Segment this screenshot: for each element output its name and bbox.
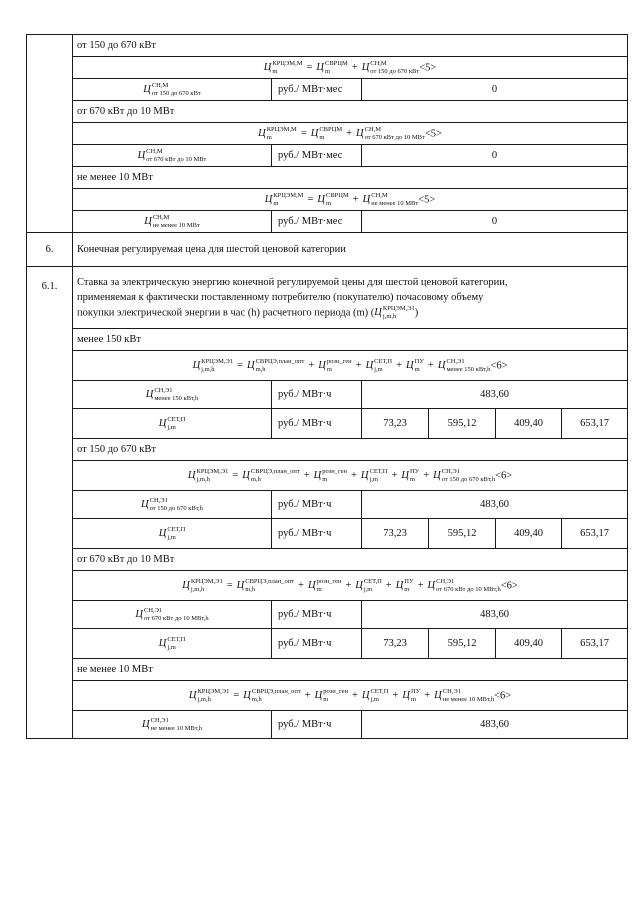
price-formula (73, 351, 628, 381)
formula-term-symbol: Ц (242, 469, 250, 481)
formula-term-sub: m (410, 695, 416, 703)
formula-lhs-sup: КРЦЭМ,Э1 (190, 577, 223, 585)
price-formula (73, 57, 628, 79)
rate-symbol-symbol: Ц (137, 149, 146, 161)
subsection-description: Ставка за электрическую энергию конечной регулируемой цены для шестой ценовой категории, применяемая к фактически поставленному потребителю (покупателю) почасовому объему покупки электрической энергии в час (h) расчетного периода (m) (Ц КРЦЭМ,Э1 j,m,h ) (73, 267, 628, 329)
voltage-level-value: 409,40 (496, 519, 562, 549)
formula-lhs-sup: КРЦЭМ,М (273, 191, 304, 199)
voltage-level-value: 73,23 (362, 629, 429, 659)
formula-row (27, 681, 628, 711)
formula-term-sup: ПУ (414, 357, 424, 365)
formula-term (236, 577, 295, 593)
formula-operator: + (355, 359, 362, 371)
formula-term (402, 687, 421, 703)
formula-term-symbol: Ц (361, 61, 370, 73)
formula-term-symbol: Ц (433, 469, 441, 481)
formula-row (27, 123, 628, 145)
description-line: применяемая к фактически поставленному потребителю (покупателю) почасовому объему (77, 291, 484, 303)
section-row (27, 233, 628, 267)
formula-term-sub: m (325, 67, 331, 75)
formula-operator: + (345, 579, 352, 591)
formula-lhs (258, 125, 297, 141)
formula-term-sub: от 670 кВт до 10 МВт (364, 133, 425, 141)
rate-symbol-symbol: Ц (158, 417, 167, 429)
rate-parameter (73, 211, 272, 233)
formula-term-sup: СВРЦЭ,план_опт (245, 577, 295, 585)
formula-operator: + (392, 689, 399, 701)
section-title: Конечная регулируемая цена для шестой ценовой категории (73, 233, 628, 267)
formula-term-sub: m,h (245, 585, 256, 593)
voltage-level-value: 595,12 (429, 409, 496, 439)
rate-parameter (73, 145, 272, 167)
formula-term-sup: розн_ген (326, 357, 352, 365)
formula-term (433, 467, 496, 483)
range-label: от 670 кВт до 10 МВт (73, 101, 628, 123)
unit-cell: руб./ МВт·мес (272, 79, 362, 101)
rate-row (27, 519, 628, 549)
formula-lhs-sub: j,m,h (190, 585, 205, 593)
formula-term (355, 577, 382, 593)
rate-row (27, 145, 628, 167)
rate-symbol-symbol: Ц (135, 608, 143, 620)
formula-operator: + (351, 61, 358, 73)
formula-operator: + (427, 359, 434, 371)
footnote-ref: <6> (490, 359, 508, 371)
formula-term-sup: СВРЦЭ,план_опт (250, 467, 300, 475)
formula-term-sup: СН,М (370, 59, 387, 67)
formula-term (313, 467, 347, 483)
formula-term-symbol: Ц (406, 359, 414, 371)
rate-symbol-sup: СН,Э1 (149, 496, 168, 504)
rate-row (27, 491, 628, 519)
rate-value: 483,60 (362, 601, 628, 629)
formula-term-symbol: Ц (236, 579, 245, 591)
formula-lhs-symbol: Ц (187, 469, 196, 481)
formula-operator: + (298, 579, 304, 591)
formula-term-sup: СВРЦМ (319, 125, 343, 133)
tariff-table (26, 34, 628, 739)
formula-term-sup: СН,Э1 (441, 467, 460, 475)
formula-term-sub: m (322, 475, 328, 483)
formula-term (360, 467, 388, 483)
rate-symbol-symbol: Ц (144, 215, 152, 227)
formula-operator: + (308, 359, 315, 371)
formula-lhs-sub: j,m,h (197, 695, 211, 703)
range-header-row (27, 167, 628, 189)
formula-term-symbol: Ц (437, 359, 446, 371)
formula-term (317, 191, 349, 207)
range-header-row (27, 329, 628, 351)
range-label: от 150 до 670 кВт (73, 439, 628, 461)
price-formula (73, 681, 628, 711)
formula-term-symbol: Ц (434, 689, 442, 701)
rate-parameter (73, 381, 272, 409)
rate-row (27, 79, 628, 101)
rate-row (27, 409, 628, 439)
formula-term-sup: СЕТ,П (374, 357, 393, 365)
formula-lhs-symbol: Ц (263, 61, 272, 73)
range-header-row (27, 101, 628, 123)
formula-term-sup: ПУ (409, 467, 420, 475)
subsection-number: 6.1. (27, 267, 73, 739)
formula-term-sub: m (325, 199, 332, 207)
formula-term-sub: m,h (250, 475, 261, 483)
formula-lhs (187, 467, 229, 483)
formula-lhs-symbol: Ц (192, 359, 201, 371)
rate-value: 0 (362, 145, 628, 167)
rate-symbol-sup: СЕТ,П (167, 525, 186, 533)
formula-operator: + (352, 193, 359, 205)
formula-lhs-sub: j,m,h (201, 365, 215, 373)
voltage-level-value: 653,17 (562, 409, 628, 439)
formula-lhs-symbol: Ц (264, 193, 273, 205)
voltage-level-value: 409,40 (496, 409, 562, 439)
formula-term-sup: СН,М (371, 191, 388, 199)
price-formula (73, 461, 628, 491)
rate-symbol-sub: j,m (167, 643, 176, 651)
rate-symbol-sub: менее 150 кВт,h (154, 394, 199, 402)
rate-parameter (73, 629, 272, 659)
formula-term-sup: СЕТ,П (370, 687, 389, 695)
unit-cell: руб./ МВт·мес (272, 145, 362, 167)
formula-term (427, 577, 501, 593)
formula-term-symbol: Ц (307, 579, 316, 591)
formula-term (395, 577, 414, 593)
formula-term-symbol: Ц (310, 127, 319, 139)
range-header-row (27, 439, 628, 461)
unit-cell: руб./ МВт·ч (272, 381, 362, 409)
rate-symbol (137, 147, 207, 163)
formula-term-sub: от 670 кВт до 10 МВт,h (436, 585, 501, 593)
formula-term (243, 687, 301, 703)
formula-term-sub: не менее 10 МВт,h (442, 695, 495, 703)
range-header-row (27, 549, 628, 571)
rate-symbol (135, 606, 209, 622)
formula-term-sub: j,m (369, 475, 378, 483)
formula-term-sup: розн_ген (316, 577, 342, 585)
rate-symbol-symbol: Ц (158, 637, 167, 649)
rate-symbol-symbol: Ц (143, 83, 151, 95)
formula-operator: = (306, 61, 313, 73)
formula-lhs-sub: j,m,h (196, 475, 210, 483)
formula-term-symbol: Ц (316, 61, 324, 73)
footnote-ref: <6> (495, 469, 513, 481)
formula-term-symbol: Ц (243, 689, 251, 701)
formula-term (318, 357, 352, 373)
formula-term (246, 357, 305, 373)
footnote-ref: <6> (494, 689, 512, 701)
rate-row (27, 381, 628, 409)
formula-term-sub: не менее 10 МВт (371, 199, 419, 207)
rate-row (27, 629, 628, 659)
range-header-row (27, 659, 628, 681)
rate-symbol-sub: не менее 10 МВт,h (150, 724, 202, 732)
unit-cell: руб./ МВт·мес (272, 211, 362, 233)
formula-term-sup: розн_ген (322, 467, 347, 475)
formula-term-symbol: Ц (356, 127, 364, 139)
formula-lhs-symbol: Ц (258, 127, 266, 139)
description-symbol-symbol: Ц (374, 306, 382, 318)
rate-symbol-sup: СН,Э1 (154, 386, 173, 394)
range-label: менее 150 кВт (73, 329, 628, 351)
footnote-ref: <6> (500, 579, 518, 591)
rate-symbol-sub: не менее 10 МВт (152, 221, 200, 229)
subsection-row (27, 267, 628, 329)
unit-cell: руб./ МВт·ч (272, 711, 362, 739)
rate-symbol (158, 415, 186, 431)
rate-symbol (145, 386, 199, 402)
description-symbol (374, 304, 415, 320)
row-number-cell (27, 35, 73, 233)
rate-symbol-symbol: Ц (158, 527, 167, 539)
unit-cell: руб./ МВт·ч (272, 601, 362, 629)
formula-term-sub: j,m (374, 365, 383, 373)
formula-term-symbol: Ц (361, 689, 370, 701)
formula-term (361, 59, 420, 75)
formula-term (310, 125, 343, 141)
formula-term-sup: СВРЦМ (325, 59, 348, 67)
formula-lhs-symbol: Ц (182, 579, 190, 591)
formula-term-sup: СВРЦЭ,план_опт (251, 687, 301, 695)
voltage-level-value: 653,17 (562, 519, 628, 549)
formula-row (27, 57, 628, 79)
rate-symbol-sub: от 670 кВт до 10 МВт,h (143, 614, 209, 622)
rate-value: 0 (362, 79, 628, 101)
formula-row (27, 189, 628, 211)
rate-symbol (143, 81, 201, 97)
formula-lhs-sup: КРЦЭМ,Э1 (196, 467, 229, 475)
formula-term-sub: менее 150 кВт,h (446, 365, 491, 373)
formula-term (356, 125, 425, 141)
formula-lhs (188, 687, 230, 703)
formula-term-symbol: Ц (365, 359, 374, 371)
formula-operator: = (232, 469, 239, 481)
formula-operator: + (423, 469, 430, 481)
rate-symbol-sup: СН,М (152, 213, 170, 221)
rate-value: 483,60 (362, 711, 628, 739)
voltage-level-value: 73,23 (362, 409, 429, 439)
formula-operator: = (226, 579, 233, 591)
rate-row (27, 211, 628, 233)
rate-symbol-sup: СН,Э1 (150, 716, 169, 724)
formula-term-sub: m (414, 365, 420, 373)
formula-operator: + (396, 359, 403, 371)
voltage-level-value: 653,17 (562, 629, 628, 659)
formula-term (365, 357, 393, 373)
rate-symbol-sup: СЕТ,П (167, 415, 186, 423)
formula-term-symbol: Ц (355, 579, 363, 591)
formula-term-sub: j,m (363, 585, 373, 593)
formula-lhs-symbol: Ц (188, 689, 197, 701)
formula-lhs (192, 357, 234, 373)
range-label: от 150 до 670 кВт (73, 35, 628, 57)
formula-lhs-sup: КРЦЭМ,Э1 (197, 687, 230, 695)
formula-lhs (263, 59, 303, 75)
rate-value: 0 (362, 211, 628, 233)
unit-cell: руб./ МВт·ч (272, 491, 362, 519)
rate-symbol (141, 496, 203, 512)
formula-lhs-sub: m (273, 199, 279, 207)
rate-row (27, 601, 628, 629)
formula-term (437, 357, 491, 373)
description-line: покупки электрической энергии в час (h) расчетного периода (m) ( (77, 306, 375, 318)
formula-term-symbol: Ц (246, 359, 255, 371)
formula-operator: + (385, 579, 392, 591)
rate-row (27, 711, 628, 739)
formula-term-symbol: Ц (401, 469, 409, 481)
formula-lhs-sup: КРЦЭМ,Э1 (201, 357, 234, 365)
range-label: не менее 10 МВт (73, 659, 628, 681)
description-line: Ставка за электрическую энергию конечной регулируемой цены для шестой ценовой категории, (77, 276, 508, 288)
rate-parameter (73, 79, 272, 101)
rate-parameter (73, 519, 272, 549)
rate-symbol-sub: j,m (167, 533, 176, 541)
formula-term-symbol: Ц (402, 689, 410, 701)
rate-symbol-symbol: Ц (141, 498, 149, 510)
formula-term-sup: СН,М (364, 125, 382, 133)
formula-term-sup: СВРЦЭ,план_опт (255, 357, 305, 365)
voltage-level-value: 595,12 (429, 519, 496, 549)
section-number: 6. (27, 233, 73, 267)
formula-operator: = (233, 689, 240, 701)
formula-term-sub: от 150 до 670 кВт,h (441, 475, 496, 483)
voltage-level-value: 409,40 (496, 629, 562, 659)
formula-operator: + (346, 127, 353, 139)
rate-symbol-sup: СН,Э1 (143, 606, 163, 614)
price-formula (73, 189, 628, 211)
rate-parameter (73, 409, 272, 439)
formula-lhs (264, 191, 304, 207)
formula-term (434, 687, 495, 703)
formula-operator: + (424, 689, 431, 701)
formula-lhs-sub: m (272, 67, 278, 75)
rate-symbol-sub: от 670 кВт до 10 МВт (146, 155, 207, 163)
rate-symbol (158, 525, 186, 541)
formula-term-sub: m (326, 365, 332, 373)
price-formula (73, 123, 628, 145)
formula-operator: + (391, 469, 398, 481)
rate-symbol-sub: от 150 до 670 кВт (151, 89, 201, 97)
unit-cell: руб./ МВт·ч (272, 409, 362, 439)
rate-symbol-sub: j,m (167, 423, 176, 431)
formula-term (314, 687, 348, 703)
formula-operator: + (351, 689, 358, 701)
formula-operator: = (300, 127, 307, 139)
formula-term (307, 577, 342, 593)
formula-term-symbol: Ц (360, 469, 369, 481)
formula-term-sub: m,h (255, 365, 266, 373)
description-symbol-sub: j,m,h (382, 312, 397, 320)
formula-operator: = (237, 359, 243, 371)
formula-term-symbol: Ц (362, 193, 371, 205)
formula-operator: + (350, 469, 357, 481)
formula-term-symbol: Ц (318, 359, 326, 371)
formula-term-sub: m (319, 133, 325, 141)
formula-term-sup: СЕТ,П (363, 577, 382, 585)
formula-term (361, 687, 389, 703)
formula-term-symbol: Ц (314, 689, 323, 701)
rate-parameter (73, 601, 272, 629)
formula-term-sub: m,h (251, 695, 262, 703)
formula-lhs-sub: m (266, 133, 272, 141)
formula-operator: + (417, 579, 424, 591)
formula-row (27, 351, 628, 381)
rate-symbol (158, 635, 186, 651)
voltage-level-value: 595,12 (429, 629, 496, 659)
formula-term (316, 59, 348, 75)
formula-lhs-sup: КРЦЭМ,М (266, 125, 297, 133)
rate-symbol (144, 213, 200, 229)
formula-term-sup: СВРЦМ (325, 191, 349, 199)
formula-term-sub: m (316, 585, 322, 593)
formula-term-symbol: Ц (395, 579, 404, 591)
rate-symbol (142, 716, 202, 732)
formula-term (406, 357, 424, 373)
formula-term-sub: j,m (370, 695, 379, 703)
formula-term (401, 467, 420, 483)
formula-term-sup: СЕТ,П (369, 467, 388, 475)
footnote-ref: <5> (424, 127, 442, 139)
formula-term-symbol: Ц (317, 193, 325, 205)
description-symbol-sup: КРЦЭМ,Э1 (382, 304, 415, 312)
rate-value: 483,60 (362, 381, 628, 409)
formula-lhs-sup: КРЦЭМ,М (272, 59, 303, 67)
voltage-level-value: 73,23 (362, 519, 429, 549)
formula-term-sub: от 150 до 670 кВт (370, 67, 420, 75)
rate-value: 483,60 (362, 491, 628, 519)
formula-operator: + (304, 689, 311, 701)
formula-term-sup: ПУ (404, 577, 414, 585)
range-label: от 670 кВт до 10 МВт (73, 549, 628, 571)
rate-symbol-sub: от 150 до 670 кВт,h (149, 504, 203, 512)
formula-row (27, 571, 628, 601)
rate-symbol-sup: СН,М (146, 147, 163, 155)
formula-lhs (182, 577, 223, 593)
formula-term-sup: СН,Э1 (446, 357, 465, 365)
formula-term-symbol: Ц (313, 469, 322, 481)
rate-symbol-symbol: Ц (145, 388, 154, 400)
range-header-row (27, 35, 628, 57)
range-label: не менее 10 МВт (73, 167, 628, 189)
unit-cell: руб./ МВт·ч (272, 629, 362, 659)
formula-term-sub: m (404, 585, 410, 593)
formula-term-sub: m (409, 475, 416, 483)
formula-term-sup: ПУ (410, 687, 421, 695)
formula-term-symbol: Ц (427, 579, 436, 591)
rate-parameter (73, 711, 272, 739)
rate-symbol-symbol: Ц (142, 718, 150, 730)
unit-cell: руб./ МВт·ч (272, 519, 362, 549)
formula-term (362, 191, 419, 207)
formula-term-sub: m (323, 695, 329, 703)
footnote-ref: <5> (419, 61, 437, 73)
formula-row (27, 461, 628, 491)
formula-term-sup: розн_ген (323, 687, 348, 695)
footnote-ref: <5> (418, 193, 436, 205)
formula-term (242, 467, 300, 483)
rate-symbol-sup: СЕТ,П (167, 635, 186, 643)
formula-term-sup: СН,Э1 (442, 687, 461, 695)
formula-operator: + (303, 469, 310, 481)
formula-term-sup: СН,Э1 (436, 577, 455, 585)
formula-operator: = (307, 193, 314, 205)
rate-parameter (73, 491, 272, 519)
rate-symbol-sup: СН,М (151, 81, 169, 89)
price-formula (73, 571, 628, 601)
